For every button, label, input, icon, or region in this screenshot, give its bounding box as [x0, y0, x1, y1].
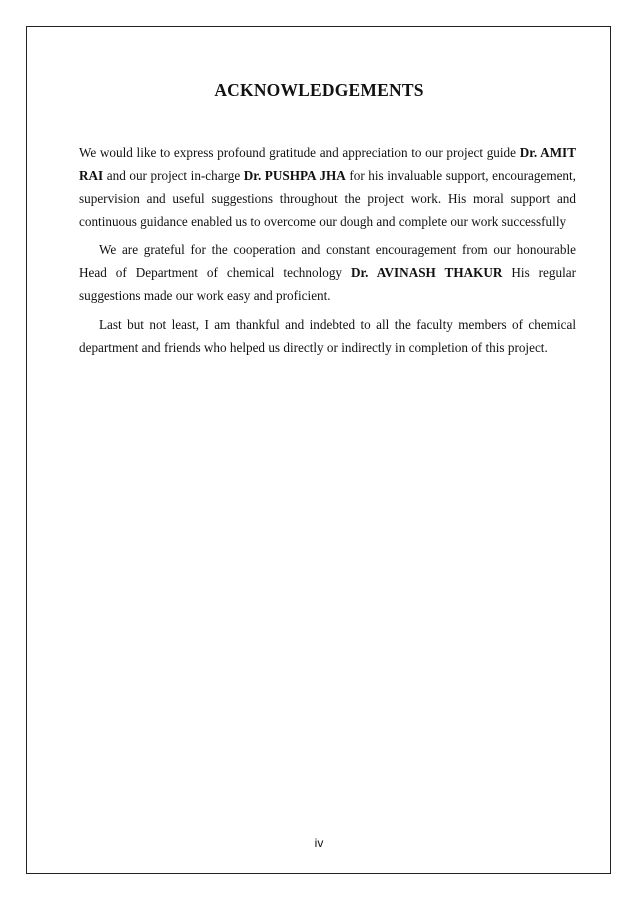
paragraph-1	[79, 141, 576, 233]
page-title: ACKNOWLEDGEMENTS	[214, 80, 424, 100]
hod-name: Dr. AVINASH THAKUR	[351, 265, 503, 280]
paragraph-text: His regular suggestions made our work easy and proficient.	[79, 265, 577, 303]
page-number: iv	[314, 836, 324, 850]
in-charge-name: Dr. PUSHPA JHA	[243, 168, 346, 183]
paragraph-text: We would like to express profound gratitude and appreciation to our project guide	[79, 145, 520, 160]
guide-name: Dr. AMIT RAI	[79, 145, 576, 183]
paragraph-3	[79, 313, 576, 359]
paragraph-text: for his invaluable support, encouragement, supervision and useful suggestions throughout the project work. His moral support and continuous guidance enabled us to overcome our dough and complete our work successfully	[79, 168, 576, 229]
paragraph-text: Last but not least, I am thankful and indebted to all the faculty members of chemical department and friends who helped us directly or indirectly in completion of this project.	[79, 317, 576, 355]
paragraph-text: and our project in-charge	[103, 168, 244, 183]
paragraph-text: We are grateful for the cooperation and constant encouragement from our honourable Head of Department of chemical technology	[79, 242, 576, 280]
paragraph-2	[79, 238, 576, 307]
